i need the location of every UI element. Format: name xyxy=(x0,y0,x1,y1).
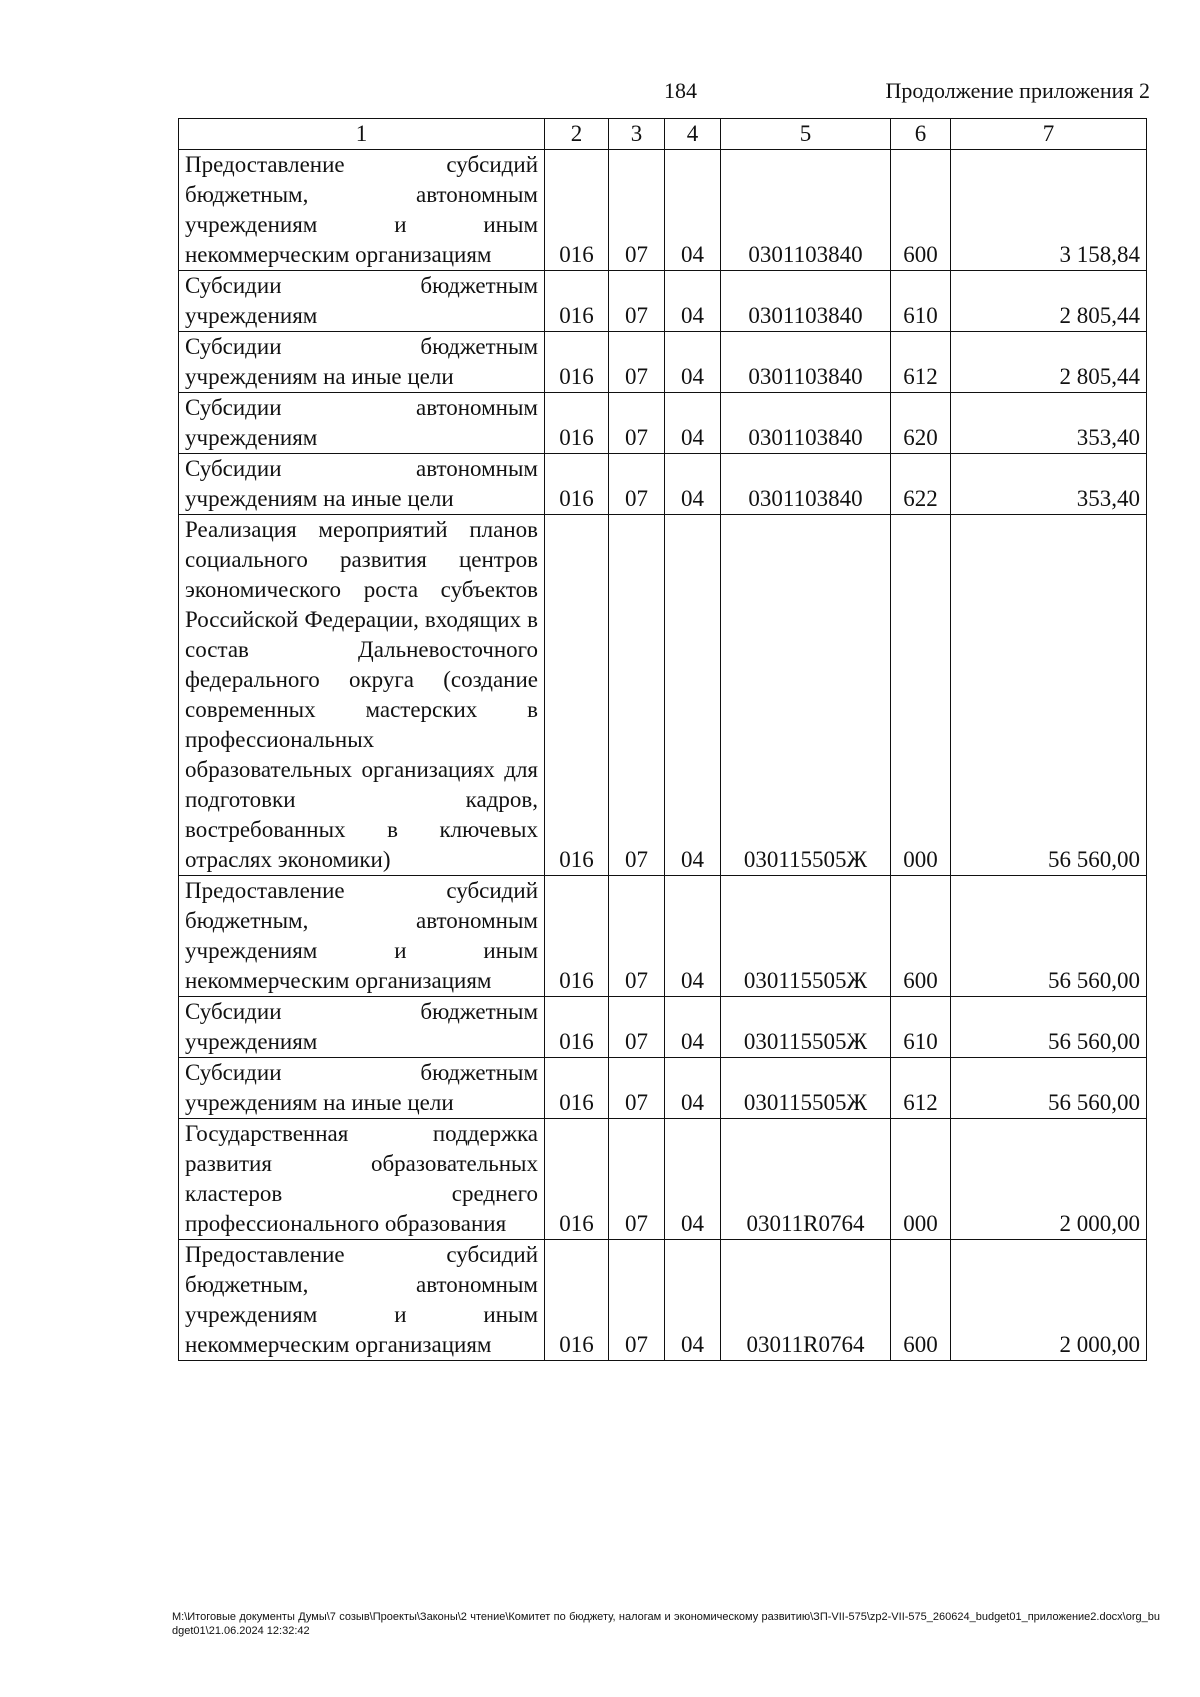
column-header: 5 xyxy=(721,119,891,150)
cell-code-3: 07 xyxy=(609,997,665,1058)
cell-code-3: 07 xyxy=(609,1119,665,1240)
cell-code-4: 04 xyxy=(665,393,721,454)
cell-code-2: 016 xyxy=(545,271,609,332)
row-description: Субсидии автономным учреждениям xyxy=(179,393,545,454)
cell-amount: 56 560,00 xyxy=(951,876,1147,997)
cell-target-code: 03011R0764 xyxy=(721,1240,891,1361)
cell-target-code: 030115505Ж xyxy=(721,1058,891,1119)
cell-code-4: 04 xyxy=(665,454,721,515)
cell-expense-type: 612 xyxy=(891,1058,951,1119)
row-description: Предоставление субсидий бюджетным, автономным учреждениям и иным некоммерческим организациям xyxy=(179,876,545,997)
cell-code-3: 07 xyxy=(609,332,665,393)
cell-code-4: 04 xyxy=(665,515,721,876)
cell-code-3: 07 xyxy=(609,393,665,454)
cell-amount: 56 560,00 xyxy=(951,1058,1147,1119)
cell-code-2: 016 xyxy=(545,1240,609,1361)
cell-target-code: 0301103840 xyxy=(721,332,891,393)
cell-code-3: 07 xyxy=(609,876,665,997)
row-description: Субсидии бюджетным учреждениям xyxy=(179,997,545,1058)
column-header: 4 xyxy=(665,119,721,150)
cell-target-code: 0301103840 xyxy=(721,271,891,332)
cell-code-4: 04 xyxy=(665,332,721,393)
cell-expense-type: 610 xyxy=(891,271,951,332)
cell-amount: 2 000,00 xyxy=(951,1119,1147,1240)
cell-code-4: 04 xyxy=(665,876,721,997)
cell-code-2: 016 xyxy=(545,876,609,997)
cell-amount: 3 158,84 xyxy=(951,150,1147,271)
cell-code-2: 016 xyxy=(545,997,609,1058)
table-row xyxy=(179,997,1147,1058)
continuation-label: Продолжение приложения 2 xyxy=(885,78,1150,103)
table-row xyxy=(179,393,1147,454)
cell-code-2: 016 xyxy=(545,1119,609,1240)
table-row xyxy=(179,332,1147,393)
row-description: Субсидии автономным учреждениям на иные цели xyxy=(179,454,545,515)
cell-code-4: 04 xyxy=(665,1240,721,1361)
cell-code-3: 07 xyxy=(609,454,665,515)
cell-expense-type: 600 xyxy=(891,876,951,997)
cell-amount: 353,40 xyxy=(951,393,1147,454)
cell-code-3: 07 xyxy=(609,271,665,332)
table-row xyxy=(179,150,1147,271)
cell-code-2: 016 xyxy=(545,1058,609,1119)
row-description: Предоставление субсидий бюджетным, автономным учреждениям и иным некоммерческим организациям xyxy=(179,1240,545,1361)
cell-code-4: 04 xyxy=(665,150,721,271)
cell-amount: 2 805,44 xyxy=(951,271,1147,332)
table-row xyxy=(179,271,1147,332)
table-row xyxy=(179,876,1147,997)
row-description: Предоставление субсидий бюджетным, автономным учреждениям и иным некоммерческим организациям xyxy=(179,150,545,271)
row-description: Субсидии бюджетным учреждениям xyxy=(179,271,545,332)
table-row xyxy=(179,515,1147,876)
table-header-row xyxy=(179,119,1147,150)
cell-target-code: 0301103840 xyxy=(721,150,891,271)
page-header xyxy=(0,78,1200,108)
cell-target-code: 030115505Ж xyxy=(721,876,891,997)
cell-expense-type: 000 xyxy=(891,1119,951,1240)
cell-expense-type: 610 xyxy=(891,997,951,1058)
cell-code-4: 04 xyxy=(665,1119,721,1240)
cell-amount: 56 560,00 xyxy=(951,515,1147,876)
table-row xyxy=(179,1240,1147,1361)
cell-code-2: 016 xyxy=(545,454,609,515)
cell-code-2: 016 xyxy=(545,150,609,271)
cell-expense-type: 000 xyxy=(891,515,951,876)
cell-code-3: 07 xyxy=(609,1058,665,1119)
cell-amount: 2 805,44 xyxy=(951,332,1147,393)
cell-code-2: 016 xyxy=(545,393,609,454)
cell-code-2: 016 xyxy=(545,515,609,876)
row-description: Субсидии бюджетным учреждениям на иные цели xyxy=(179,332,545,393)
table-row xyxy=(179,454,1147,515)
table-row xyxy=(179,1119,1147,1240)
cell-code-3: 07 xyxy=(609,1240,665,1361)
cell-code-4: 04 xyxy=(665,997,721,1058)
cell-amount: 2 000,00 xyxy=(951,1240,1147,1361)
table-row xyxy=(179,1058,1147,1119)
cell-target-code: 03011R0764 xyxy=(721,1119,891,1240)
file-path-footer: M:\Итоговые документы Думы\7 созыв\Проекты\Законы\2 чтение\Комитет по бюджету, налогам и экономическому развитию\ЗП-VII-575\zp2-VII-575_260624_budget01_приложение2.docx\org_budget01\21.06.2024 12:32:42 xyxy=(172,1611,1160,1637)
table-body xyxy=(179,150,1147,1361)
column-header: 3 xyxy=(609,119,665,150)
cell-code-3: 07 xyxy=(609,515,665,876)
cell-code-4: 04 xyxy=(665,1058,721,1119)
cell-code-4: 04 xyxy=(665,271,721,332)
cell-target-code: 030115505Ж xyxy=(721,997,891,1058)
cell-expense-type: 622 xyxy=(891,454,951,515)
cell-expense-type: 600 xyxy=(891,1240,951,1361)
row-description: Государственная поддержка развития образовательных кластеров среднего профессионального образования xyxy=(179,1119,545,1240)
cell-expense-type: 600 xyxy=(891,150,951,271)
column-header: 2 xyxy=(545,119,609,150)
column-header: 1 xyxy=(179,119,545,150)
cell-target-code: 030115505Ж xyxy=(721,515,891,876)
cell-amount: 353,40 xyxy=(951,454,1147,515)
cell-amount: 56 560,00 xyxy=(951,997,1147,1058)
row-description: Субсидии бюджетным учреждениям на иные цели xyxy=(179,1058,545,1119)
row-description: Реализация мероприятий планов социального развития центров экономического роста субъектов Российской Федерации, входящих в состав Дальневосточного федерального округа (создание современных мастерских в профессиональных образовательных организациях для подготовки кадров, востребованных в ключевых отраслях экономики) xyxy=(179,515,545,876)
cell-target-code: 0301103840 xyxy=(721,454,891,515)
cell-expense-type: 620 xyxy=(891,393,951,454)
page-number: 184 xyxy=(664,78,697,103)
cell-target-code: 0301103840 xyxy=(721,393,891,454)
cell-code-2: 016 xyxy=(545,332,609,393)
cell-expense-type: 612 xyxy=(891,332,951,393)
cell-code-3: 07 xyxy=(609,150,665,271)
column-header: 7 xyxy=(951,119,1147,150)
column-header: 6 xyxy=(891,119,951,150)
budget-table xyxy=(178,118,1147,1361)
